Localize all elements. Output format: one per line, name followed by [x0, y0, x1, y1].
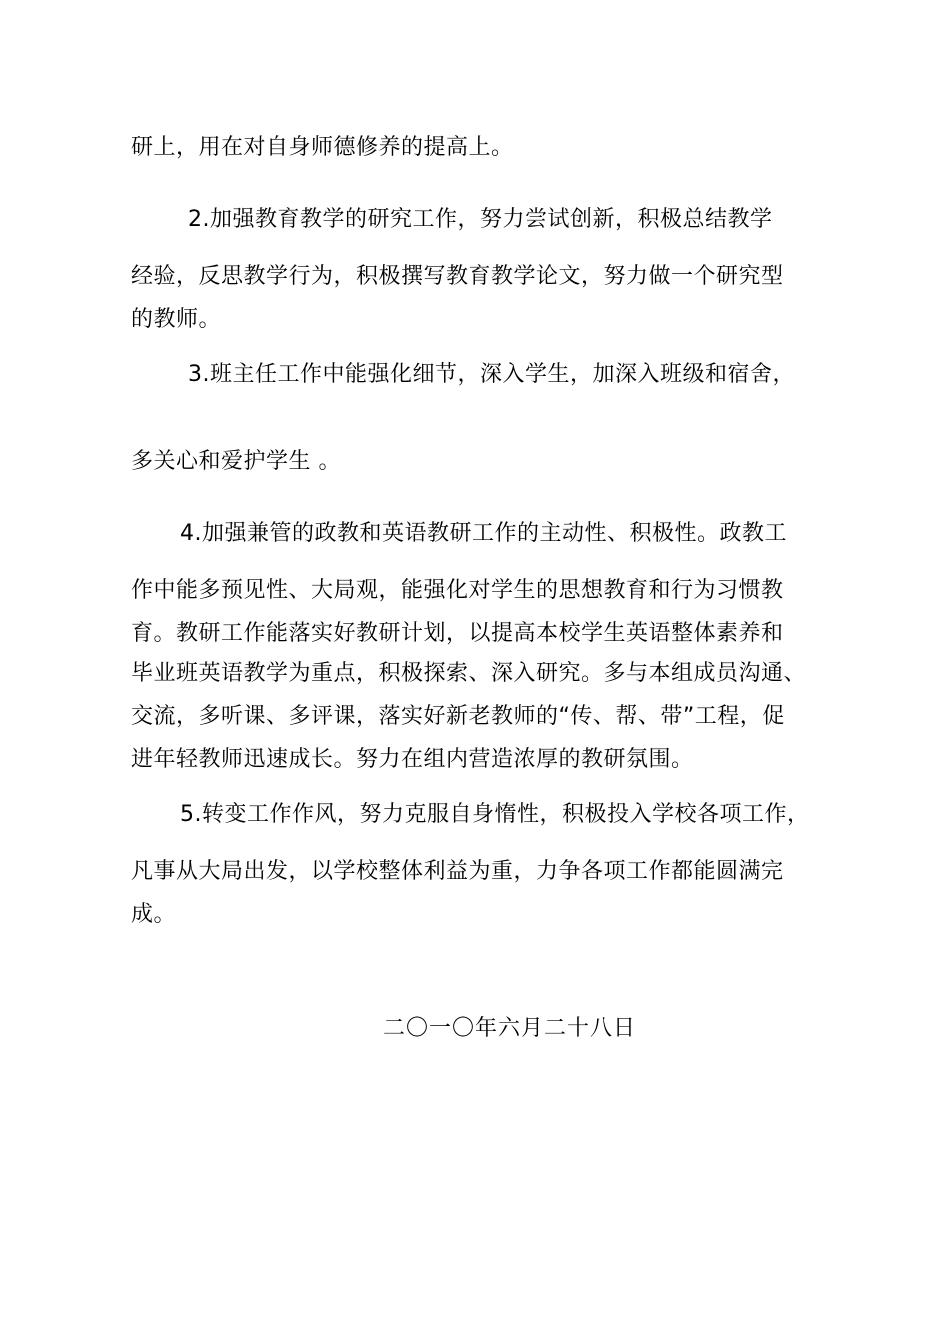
text-line: 经验，反思教学行为，积极撰写教育教学论文，努力做一个研究型	[131, 264, 784, 289]
text-line: 的教师。	[131, 307, 222, 332]
text-line: 成。	[131, 902, 177, 927]
text-line: 凡事从大局出发，以学校整体利益为重，力争各项工作都能圆满完	[131, 859, 784, 884]
text-line: 多关心和爱护学生 。	[131, 449, 341, 474]
document-date: 二〇一〇年六月二十八日	[383, 1016, 637, 1041]
text-line: 育。教研工作能落实好教研计划，以提高本校学生英语整体素养和	[131, 621, 784, 646]
text-line: 进年轻教师迅速成长。努力在组内营造浓厚的教研氛围。	[131, 747, 694, 772]
text-line: 4.加强兼管的政教和英语教研工作的主动性、积极性。政教工	[180, 521, 787, 546]
text-line: 毕业班英语教学为重点，积极探索、深入研究。多与本组成员沟通、	[131, 661, 807, 686]
text-line: 研上，用在对自身师德修养的提高上。	[131, 135, 514, 160]
text-line: 2.加强教育教学的研究工作，努力尝试创新，积极总结教学	[188, 207, 773, 232]
text-line: 5.转变工作作风，努力克服自身惰性，积极投入学校各项工作，	[180, 802, 810, 827]
text-line: 交流，多听课、多评课，落实好新老教师的“传、帮、带”工程，促	[131, 704, 785, 729]
text-line: 作中能多预见性、大局观，能强化对学生的思想教育和行为习惯教	[131, 578, 784, 603]
text-line: 3.班主任工作中能强化细节，深入学生，加深入班级和宿舍，	[188, 362, 795, 387]
